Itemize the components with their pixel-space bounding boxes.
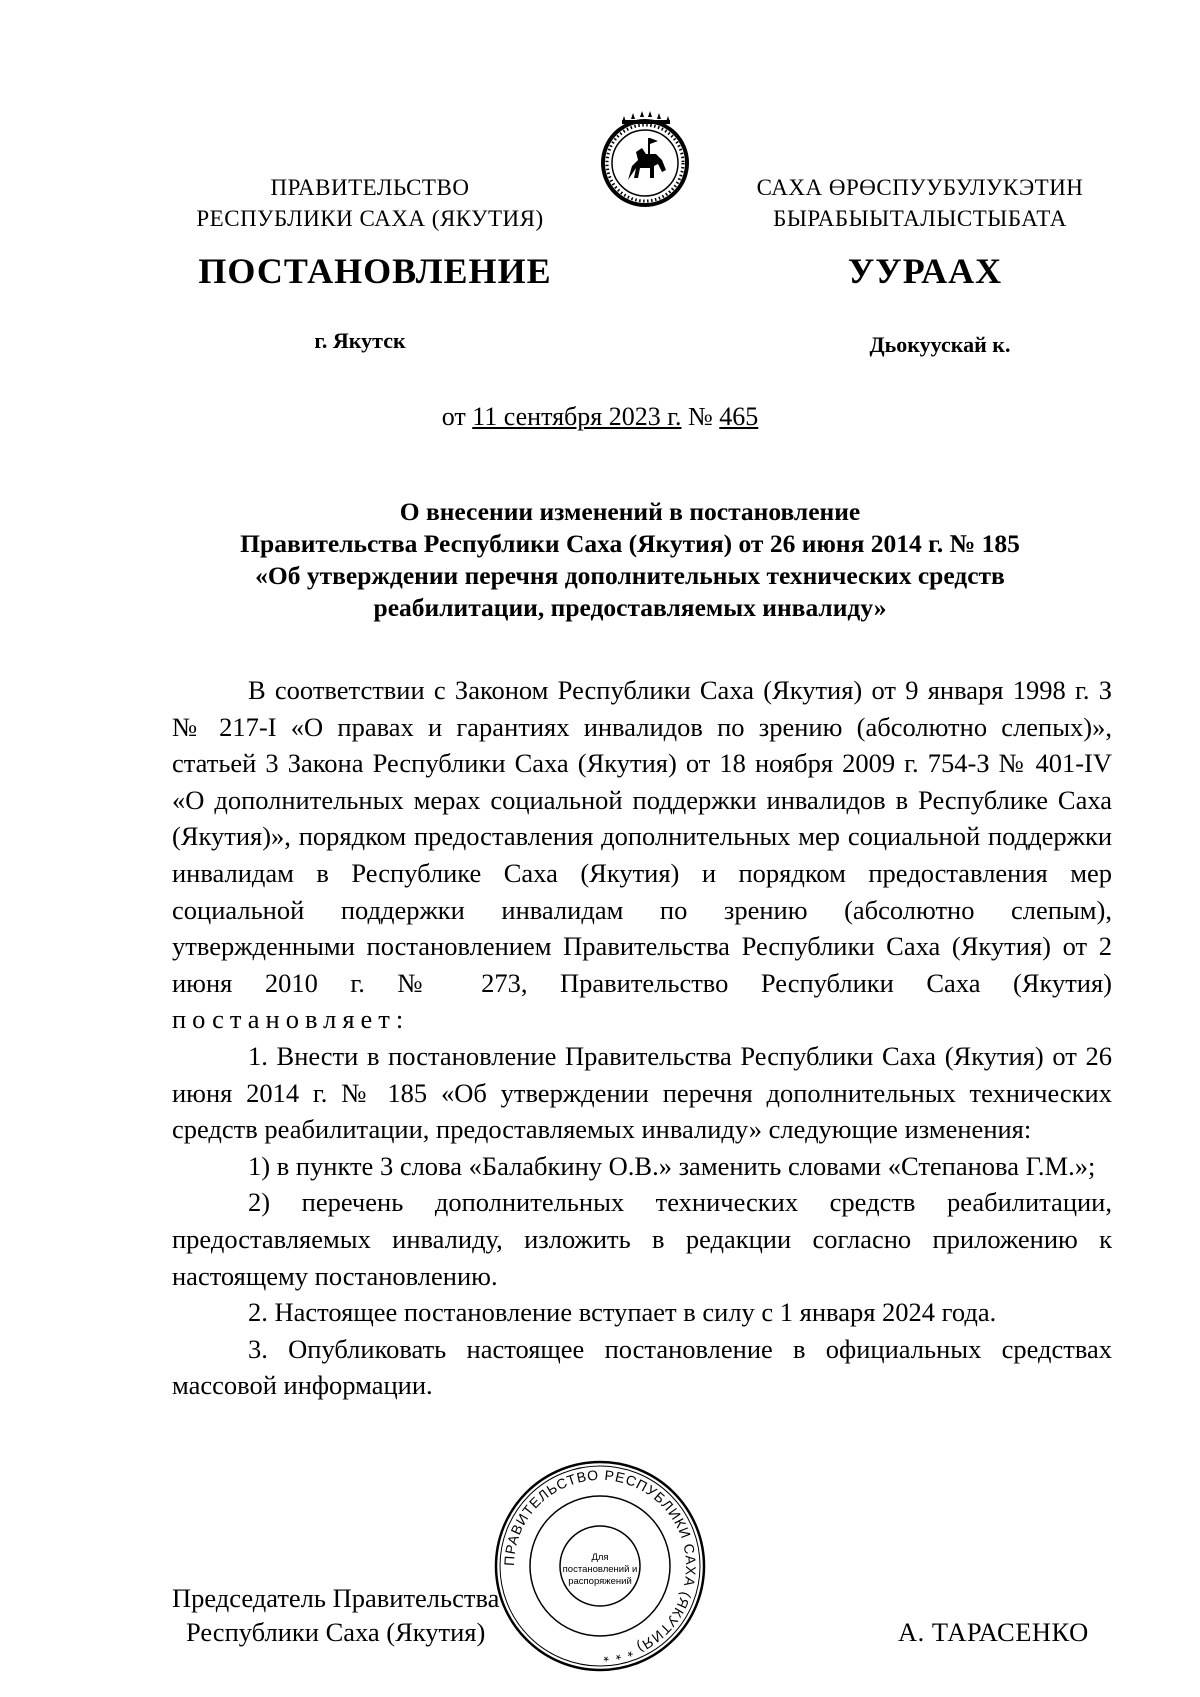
date-prefix: от (441, 402, 473, 431)
preamble-paragraph (172, 672, 1112, 1038)
number-label: № (681, 402, 720, 431)
header-government-sah (710, 172, 1130, 234)
title-line4: реабилитации, предоставляемых инвалиду» (373, 593, 887, 622)
clause-2: 2. Настоящее постановление вступает в силу с 1 января 2024 года. (248, 1297, 997, 1328)
title-line1: О внесении изменений в постановление (399, 497, 861, 526)
official-seal-stamp (490, 1456, 710, 1676)
svg-text:Для: Для (591, 1552, 609, 1563)
coat-of-arms-emblem-icon (592, 108, 698, 214)
preamble-text: В соответствии с Законом Республики Саха (Якутия) от 9 января 1998 г. З № 217-I «О правах и гарантиях инвалидов по зрению (абсолютно слепых)», статьей 3 Закона Республики Саха (Якутия) от 18 ноября 2009 г. 754-З № 401-IV «О дополнительных мерах социальной поддержки инвалидов в Республике Саха (Якутия)», порядком предоставления дополнительных мер социальной поддержки инвалидам в Республике Саха (Якутия) и порядком предоставления мер социальной поддержки инвалидам по зрению (абсолютно слепым), утвержденными постановлением Правительства Республики Саха (Якутия) от 2 июня 2010 г. № 273, Правительство Республики Саха (Якутия) (172, 675, 1112, 998)
clause-1-item-2: 2) перечень дополнительных технических средств реабилитации, предоставляемых инвалиду, изложить в редакции согласно приложению к настоящему постановлению. (172, 1187, 1112, 1291)
resolves-word: постановляет: (172, 1004, 410, 1035)
svg-text:ПРАВИТЕЛЬСТВО РЕСПУБЛИКИ САХА: ПРАВИТЕЛЬСТВО РЕСПУБЛИКИ САХА (ЯКУТИЯ) * * * (500, 1466, 700, 1666)
city-sah: Дьокуускай к. (869, 332, 1011, 357)
title-line3: «Об утверждении перечня дополнительных технических средств (255, 561, 1005, 590)
header-right-line2: БЫРАБЫЫТАЛЫСТЫБАТА (773, 206, 1067, 231)
document-number: 465 (719, 402, 759, 431)
signatory-name: А. ТАРАСЕНКО (898, 1617, 1089, 1647)
svg-text:распоряжений: распоряжений (568, 1576, 632, 1587)
header-government-ru (160, 172, 580, 234)
header-left-line1: ПРАВИТЕЛЬСТВО (270, 175, 470, 200)
svg-text:постановлений и: постановлений и (562, 1564, 638, 1575)
doc-type-ru: ПОСТАНОВЛЕНИЕ (198, 251, 552, 291)
header-right-line1: САХА ӨРӨСПУУБУЛУКЭТИН (756, 175, 1084, 200)
signatory-position-line1: Председатель Правительства (172, 1583, 500, 1613)
document-title (170, 496, 1090, 624)
clause-1: 1. Внести в постановление Правительства Республики Саха (Якутия) от 26 июня 2014 г. № 185 «Об утверждении перечня дополнительных технических средств реабилитации, предоставляемых инвалиду» следующие изменения: (172, 1040, 1112, 1145)
clause-3: 3. Опубликовать настоящее постановление в официальных средствах массовой информации. (172, 1333, 1112, 1401)
document-body (172, 672, 1112, 1404)
clause-1-item-1: 1) в пункте 3 слова «Балабкину О.В.» заменить словами «Степанова Г.М.»; (248, 1150, 1096, 1181)
signatory-position-line2: Республики Саха (Якутия) (186, 1617, 486, 1647)
date-number-line (0, 402, 1200, 432)
title-line2: Правительства Республики Саха (Якутия) от 26 июня 2014 г. № 185 (240, 529, 1020, 558)
document-date: 11 сентября 2023 г. (472, 402, 682, 431)
city-ru: г. Якутск (314, 328, 406, 353)
header-left-line2: РЕСПУБЛИКИ САХА (ЯКУТИЯ) (196, 206, 544, 231)
doc-type-sah: УУРААХ (847, 251, 1003, 291)
